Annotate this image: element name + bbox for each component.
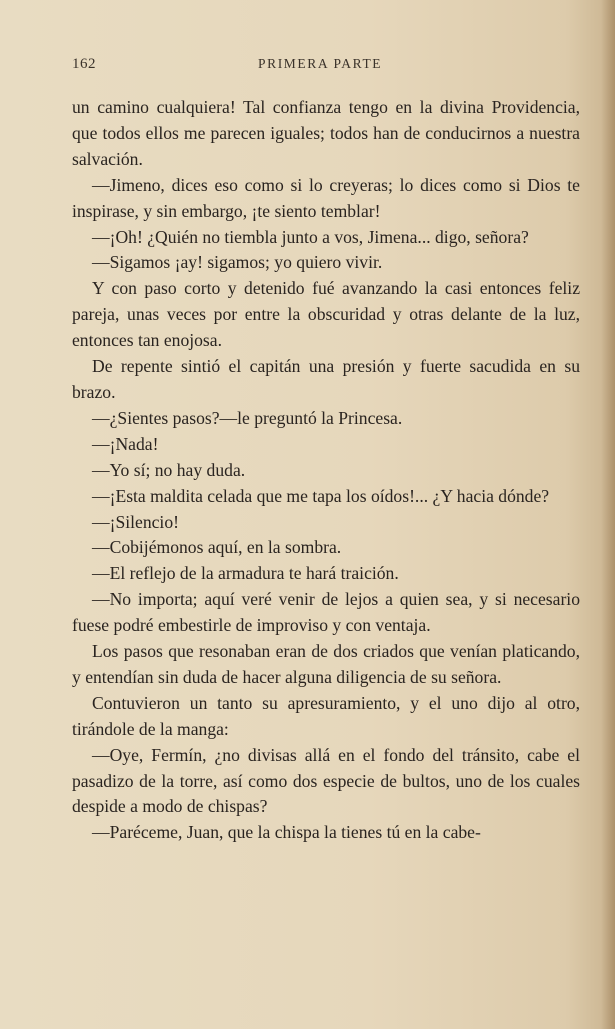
paragraph: —Jimeno, dices eso como si lo creyeras; lo dices como si Dios te inspirase, y sin embargo, ¡te siento temblar! bbox=[72, 174, 580, 221]
paragraph: De repente sintió el capitán una presión y fuerte sacudida en su brazo. bbox=[72, 356, 580, 402]
page-edge-shadow bbox=[601, 0, 615, 1029]
paragraph: Y con paso corto y detenido fué avanzando la casi entonces feliz pareja, unas veces por entre la obscuridad y otras delante de la luz, entonces tan enojosa. bbox=[72, 278, 580, 351]
paragraph: —El reflejo de la armadura te hará traición. bbox=[92, 563, 399, 584]
paragraph: —Oye, Fermín, ¿no divisas allá en el fondo del tránsito, cabe el pasadizo de la torre, así como dos especie de bultos, uno de los cuales despide a modo de chispas? bbox=[72, 744, 580, 817]
paragraph: —¿Sientes pasos?—le preguntó la Princesa. bbox=[92, 407, 403, 428]
body-text bbox=[72, 95, 580, 846]
paragraph: —¡Esta maldita celada que me tapa los oídos!... ¿Y hacia dónde? bbox=[92, 485, 550, 506]
paragraph: Contuvieron un tanto su apresuramiento, y el uno dijo al otro, tirándole de la manga: bbox=[72, 692, 580, 739]
paragraph: —No importa; aquí veré venir de lejos a quien sea, y si necesario fuese podré embestirle de improviso y con ventaja. bbox=[72, 589, 580, 636]
paragraph: —Yo sí; no hay duda. bbox=[92, 459, 246, 480]
paragraph: Los pasos que resonaban eran de dos criados que venían platicando, y entendían sin duda de hacer alguna diligencia de su señora. bbox=[72, 641, 580, 687]
page-header bbox=[72, 56, 580, 78]
paragraph: —Sigamos ¡ay! sigamos; yo quiero vivir. bbox=[92, 252, 383, 273]
paragraph: —Paréceme, Juan, que la chispa la tienes tú en la cabe- bbox=[92, 822, 481, 843]
paragraph: un camino cualquiera! Tal confianza tengo en la divina Providencia, que todos ellos me parecen iguales; todos han de conducirnos a nuestra salvación. bbox=[72, 97, 580, 169]
page-number: 162 bbox=[72, 56, 96, 72]
paragraph: —¡Oh! ¿Quién no tiembla junto a vos, Jimena... digo, señora? bbox=[92, 226, 529, 247]
paragraph: —¡Nada! bbox=[92, 433, 159, 454]
paragraph: —¡Silencio! bbox=[92, 511, 179, 532]
running-head: PRIMERA PARTE bbox=[258, 56, 383, 71]
paragraph: —Cobijémonos aquí, en la sombra. bbox=[92, 537, 342, 558]
